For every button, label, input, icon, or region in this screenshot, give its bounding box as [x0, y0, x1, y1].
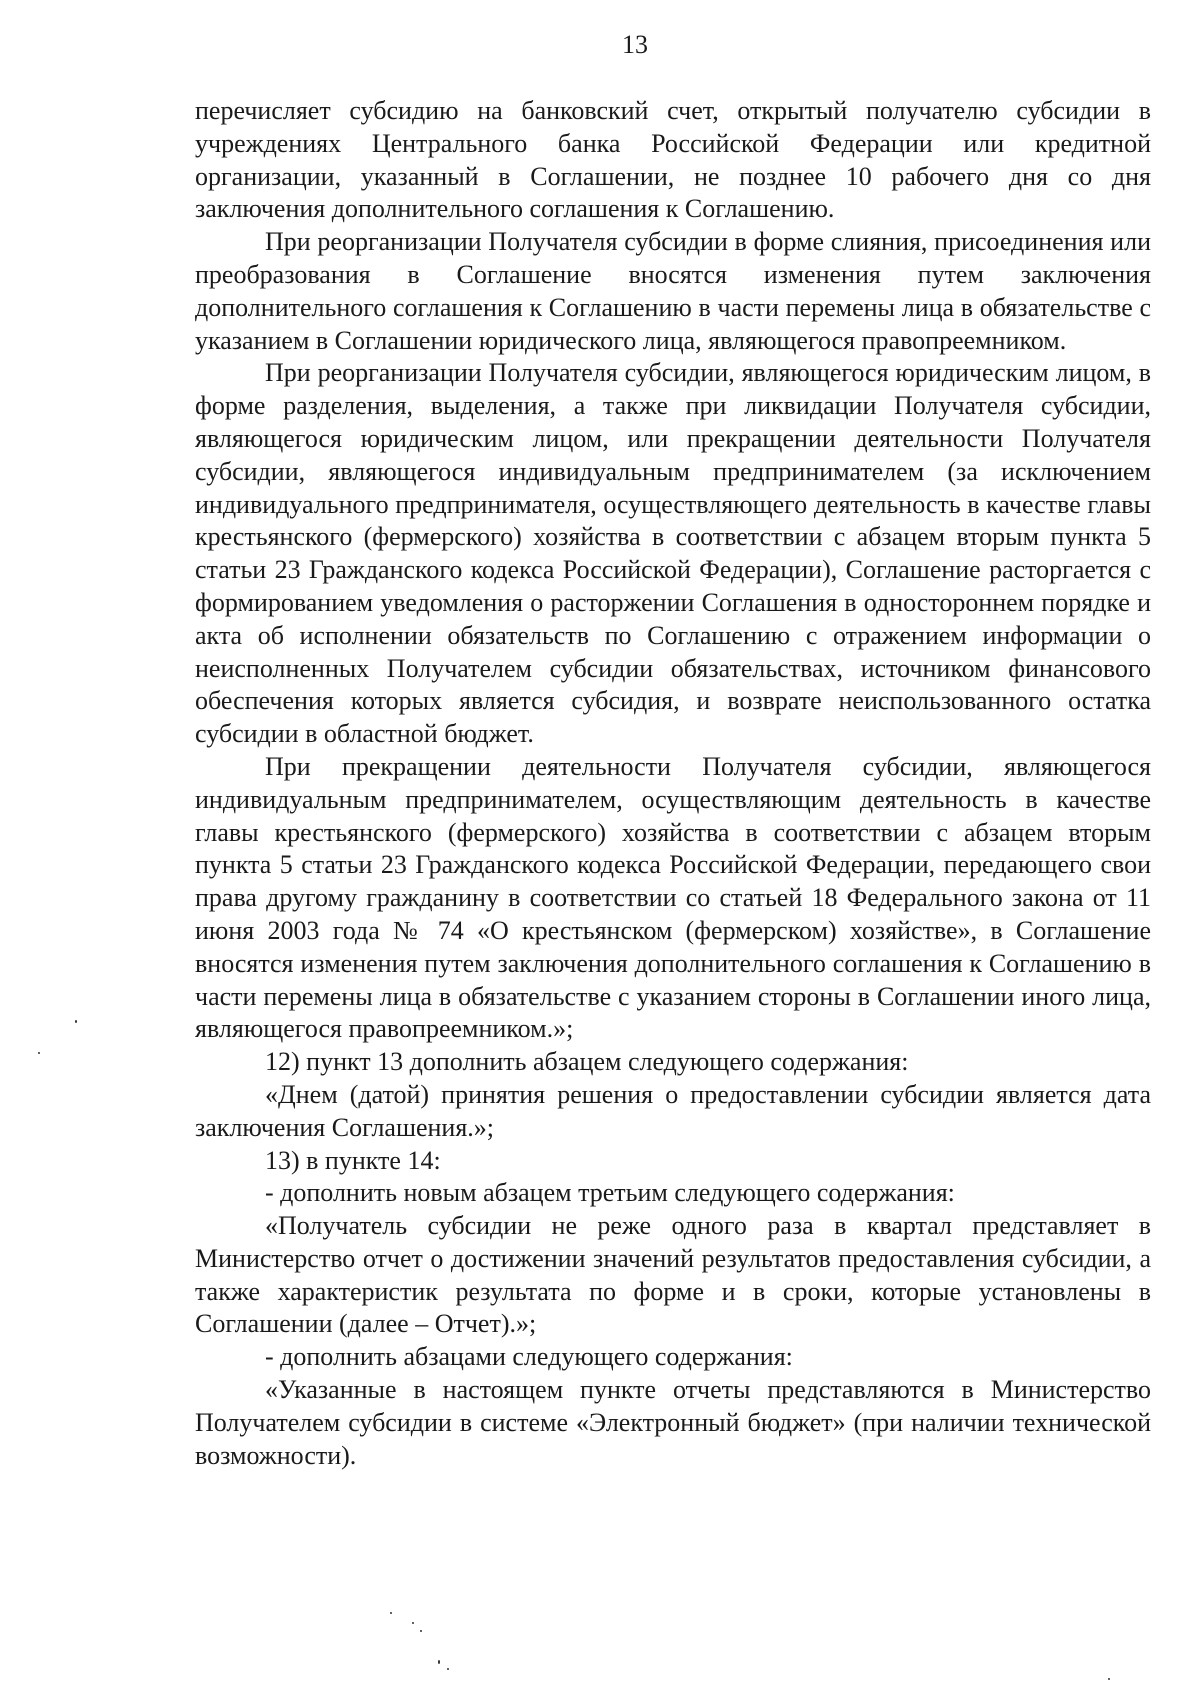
- paragraph: «Днем (датой) принятия решения о предоставлении субсидии является дата заключения Соглашения.»;: [195, 1079, 1151, 1142]
- paragraph: перечисляет субсидию на банковский счет, открытый получателю субсидии в учреждениях Центрального банка Российской Федерации или кредитной организации, указанный в Соглашении, не позднее 10 рабочего дня со дня заключения дополнительного соглашения к Соглашению.: [195, 96, 1151, 224]
- paragraph: При прекращении деятельности Получателя субсидии, являющегося индивидуальным предпринимателем, осуществляющим деятельность в качестве главы крестьянского (фермерского) хозяйства в соответствии с абзацем вторым пункта 5 статьи 23 Гражданского кодекса Российской Федерации, передающего свои права другому гражданину в соответствии со статьей 18 Федерального закона от 11 июня 2003 года № 74 «О крестьянском (фермерском) хозяйстве», в Соглашение вносятся изменения путем заключения дополнительного соглашения к Соглашению в части перемены лица в обязательстве с указанием стороны в Соглашении иного лица, являющегося правопреемником.»;: [195, 751, 1151, 1044]
- paragraph: «Получатель субсидии не реже одного раза в квартал представляет в Министерство отчет о достижении значений результатов предоставления субсидии, а также характеристик результата по форме и в сроки, которые установлены в Соглашении (далее – Отчет).»;: [195, 1211, 1151, 1339]
- scan-speck: [38, 1052, 40, 1054]
- scan-speck: [412, 1622, 414, 1624]
- document-body: [195, 95, 1151, 1472]
- scan-speck: [390, 1612, 392, 1614]
- scan-speck: [420, 1630, 422, 1632]
- scan-speck: [75, 1020, 77, 1023]
- paragraph: 12) пункт 13 дополнить абзацем следующего содержания:: [265, 1047, 909, 1077]
- paragraph: 13) в пункте 14:: [265, 1145, 441, 1175]
- paragraph: При реорганизации Получателя субсидии, являющегося юридическим лицом, в форме разделения, выделения, а также при ликвидации Получателя субсидии, являющегося юридическим лицом, или прекращении деятельности Получателя субсидии, являющегося индивидуальным предпринимателем (за исключением индивидуального предпринимателя, осуществляющего деятельность в качестве главы крестьянского (фермерского) хозяйства в соответствии с абзацем вторым пункта 5 статьи 23 Гражданского кодекса Российской Федерации), Соглашение расторгается с формированием уведомления о расторжении Соглашения в одностороннем порядке и акта об исполнении обязательств по Соглашению с отражением информации о неисполненных Получателем субсидии обязательствах, источником финансового обеспечения которых является субсидия, и возврате неиспользованного остатка субсидии в областной бюджет.: [195, 358, 1151, 749]
- page-number: 13: [622, 30, 648, 59]
- paragraph: - дополнить абзацами следующего содержания:: [265, 1342, 793, 1372]
- scan-speck: [447, 1668, 449, 1670]
- scan-speck: [1108, 1678, 1110, 1680]
- scan-speck: [438, 1660, 440, 1664]
- paragraph: При реорганизации Получателя субсидии в форме слияния, присоединения или преобразования в Соглашение вносятся изменения путем заключения дополнительного соглашения к Соглашению в части перемены лица в обязательстве с указанием в Соглашении юридического лица, являющегося правопреемником.: [195, 227, 1151, 355]
- paragraph: «Указанные в настоящем пункте отчеты представляются в Министерство Получателем субсидии в системе «Электронный бюджет» (при наличии технической возможности).: [195, 1375, 1151, 1470]
- paragraph: - дополнить новым абзацем третьим следующего содержания:: [265, 1178, 955, 1208]
